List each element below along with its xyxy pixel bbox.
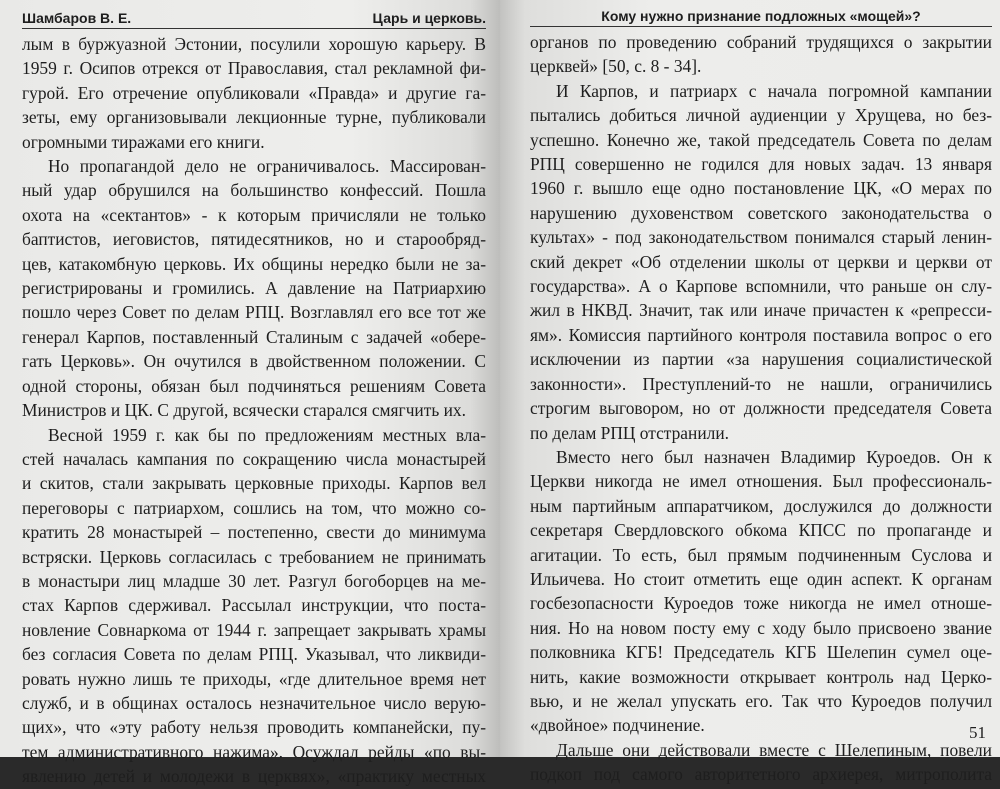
text-line: гать Церковь». Он очутился в двойственном положении. С [22,351,486,372]
text-line: лым в буржуазной Эстонии, посулили хорошую карьеру. В [22,34,486,54]
text-line: в монастыри лиц младше 30 лет. Разгул богоборцев на ме- [22,570,486,591]
text-line: Но пропагандой дело не ограничивалось. Массирован- [48,156,486,177]
right-page-text [530,30,992,787]
text-line: ровать нужно лишь те приходы, «где длительное время нет [22,668,486,689]
text-line: нарушению духовенством советского законодательства о [530,202,992,223]
text-line: генерал Карпов, поставленный Сталиным с задачей «оберe- [22,326,486,347]
text-line: баптистов, иеговистов, пятидесятников, но и старообряд- [22,229,486,250]
text-line: Дальше они действовали вместе с Шелепиным, повели [556,739,992,760]
text-line: полковника КГБ! Председатель КГБ Шелепин сумел оце- [530,642,992,663]
text-line: жил в НКВД. Значит, так или иначе причастен к «репресси- [530,300,992,321]
text-line: культах» - под законодательством понимался старый ленин- [530,227,992,248]
text-line: Ильичева. Но стоит отметить еще один аспект. К органам [530,568,992,589]
text-line: государства». А о Карпове вспомнили, что раньше он слу- [530,276,992,297]
text-line: встряски. Церковь согласилась с требованием не принимать [22,546,486,567]
text-line: тем административного нажима». Осуждал рейды «по вы- [22,741,486,762]
text-line: И Карпов, и патриарх с начала погромной кампании [556,80,992,101]
text-line: Вместо него был назначен Владимир Куроедов. Он к [556,446,992,467]
text-line: ния. Но на новом посту ему с ходу было присвоено звание [530,617,992,638]
left-running-header [22,10,486,29]
text-line: агитации. То есть, был прямым подчиненным Суслова и [530,544,992,565]
text-line: «двойное» подчинение. [530,715,705,736]
text-line: огромными тиражами его книги. [22,131,265,152]
text-line: ный удар обрушился на большинство конфессий. Пошла [22,180,486,201]
text-line: Церкви никогда не имел отношения. Был профессиональ- [530,471,992,492]
text-line: госбезопасности Куроедов тоже никогда не имел отноше- [530,593,992,614]
text-line: церквей» [50, с. 8 - 34]. [530,56,702,77]
text-line: Весной 1959 г. как бы по предложениям местных вла- [48,424,486,445]
text-line: по делам РПЦ отстранили. [530,422,729,443]
left-page-text [22,32,486,789]
text-line: переговоры с патриархом, сошлись на том, что можно со- [22,497,486,518]
text-line: 1959 г. Осипов отрекся от Православия, стал рекламной фи- [22,58,486,79]
text-line: законности». Преступлений-то не нашли, ограничились [530,373,992,394]
text-line: пошло через Совет по делам РПЦ. Возглавлял его все тот же [22,302,486,323]
text-line: 1960 г. вышло еще одно постановление ЦК, «О мерах по [530,178,992,199]
header-author: Шамбаров В. Е. [22,10,132,26]
text-line: строгим выговором, но от должности председателя Совета [530,398,992,419]
right-running-header [530,8,992,27]
text-line: подкоп под самого авторитетного архиерея, митрополита [530,764,992,785]
right-page [500,0,1000,785]
text-line: стах Карпов сдерживал. Рассылал инструкции, что поста- [22,595,486,616]
text-line: новление Совнаркома от 1944 г. запрещает закрывать храмы [22,619,486,640]
page-number: 51 [969,723,986,742]
text-line: ский декрет «Об отделении школы от церкви и церкви от [530,251,992,272]
text-line: успешно. Конечно же, такой председатель Совета по делам [530,129,992,150]
text-line: РПЦ совершенно не годился для новых задач. 13 января [530,154,992,175]
text-line: цев, катакомбную церковь. Их общины нередко были не за- [22,253,486,274]
text-line: охота на «сектантов» - к которым причисляли не только [22,204,486,225]
text-line: Министров и ЦК. С другой, всячески старался смягчить их. [22,400,466,421]
text-line: явлению детей и молодежи в церквях», «практику местных [22,766,486,787]
text-line: гурой. Его отречение опубликовали «Правда» и другие га- [22,82,486,103]
text-line: вью, и не желал упускать его. Так что Куроедов получил [530,690,992,711]
text-line: зеты, ему организовывали лекционные турне, публиковали [22,107,486,128]
text-line: регистрированы и громились. А давление на Патриархию [22,278,486,299]
text-line: нить, какие возможности открывает контроль над Церко- [530,666,992,687]
text-line: и скитов, стали закрывать церковные приходы. Карпов вел [22,473,486,494]
text-line: ным партийным аппаратчиком, дослужился до должности [530,495,992,516]
text-line: стей началась кампания по сокращению числа монастырей [22,448,486,469]
left-page [0,0,500,787]
text-line: без согласия Совета по делам РПЦ. Указывал, что ликвиди- [22,644,486,665]
text-line: кратить 28 монастырей – постепенно, свести до минимума [22,522,486,543]
text-line: секретаря Свердловского обкома КПСС по пропаганде и [530,520,992,541]
text-line: органов по проведению собраний трудящихся о закрытии [530,32,992,52]
text-line: ям». Комиссия партийного контроля поставила вопрос о его [530,324,992,345]
text-line: пытались добиться личной аудиенции у Хрущева, но без- [530,105,992,126]
text-line: щих», что «эту работу нельзя проводить компанейски, пу- [22,717,486,738]
text-line: одной стороны, обязан был подчиняться решениям Совета [22,375,486,396]
header-book-title: Царь и церковь. [372,10,486,26]
text-line: исключении из партии «за нарушения социалистической [530,349,992,370]
header-chapter-title: Кому нужно признание подложных «мощей»? [601,8,921,24]
text-line: служб, и в общинах осталось незначительное число верую- [22,692,486,713]
